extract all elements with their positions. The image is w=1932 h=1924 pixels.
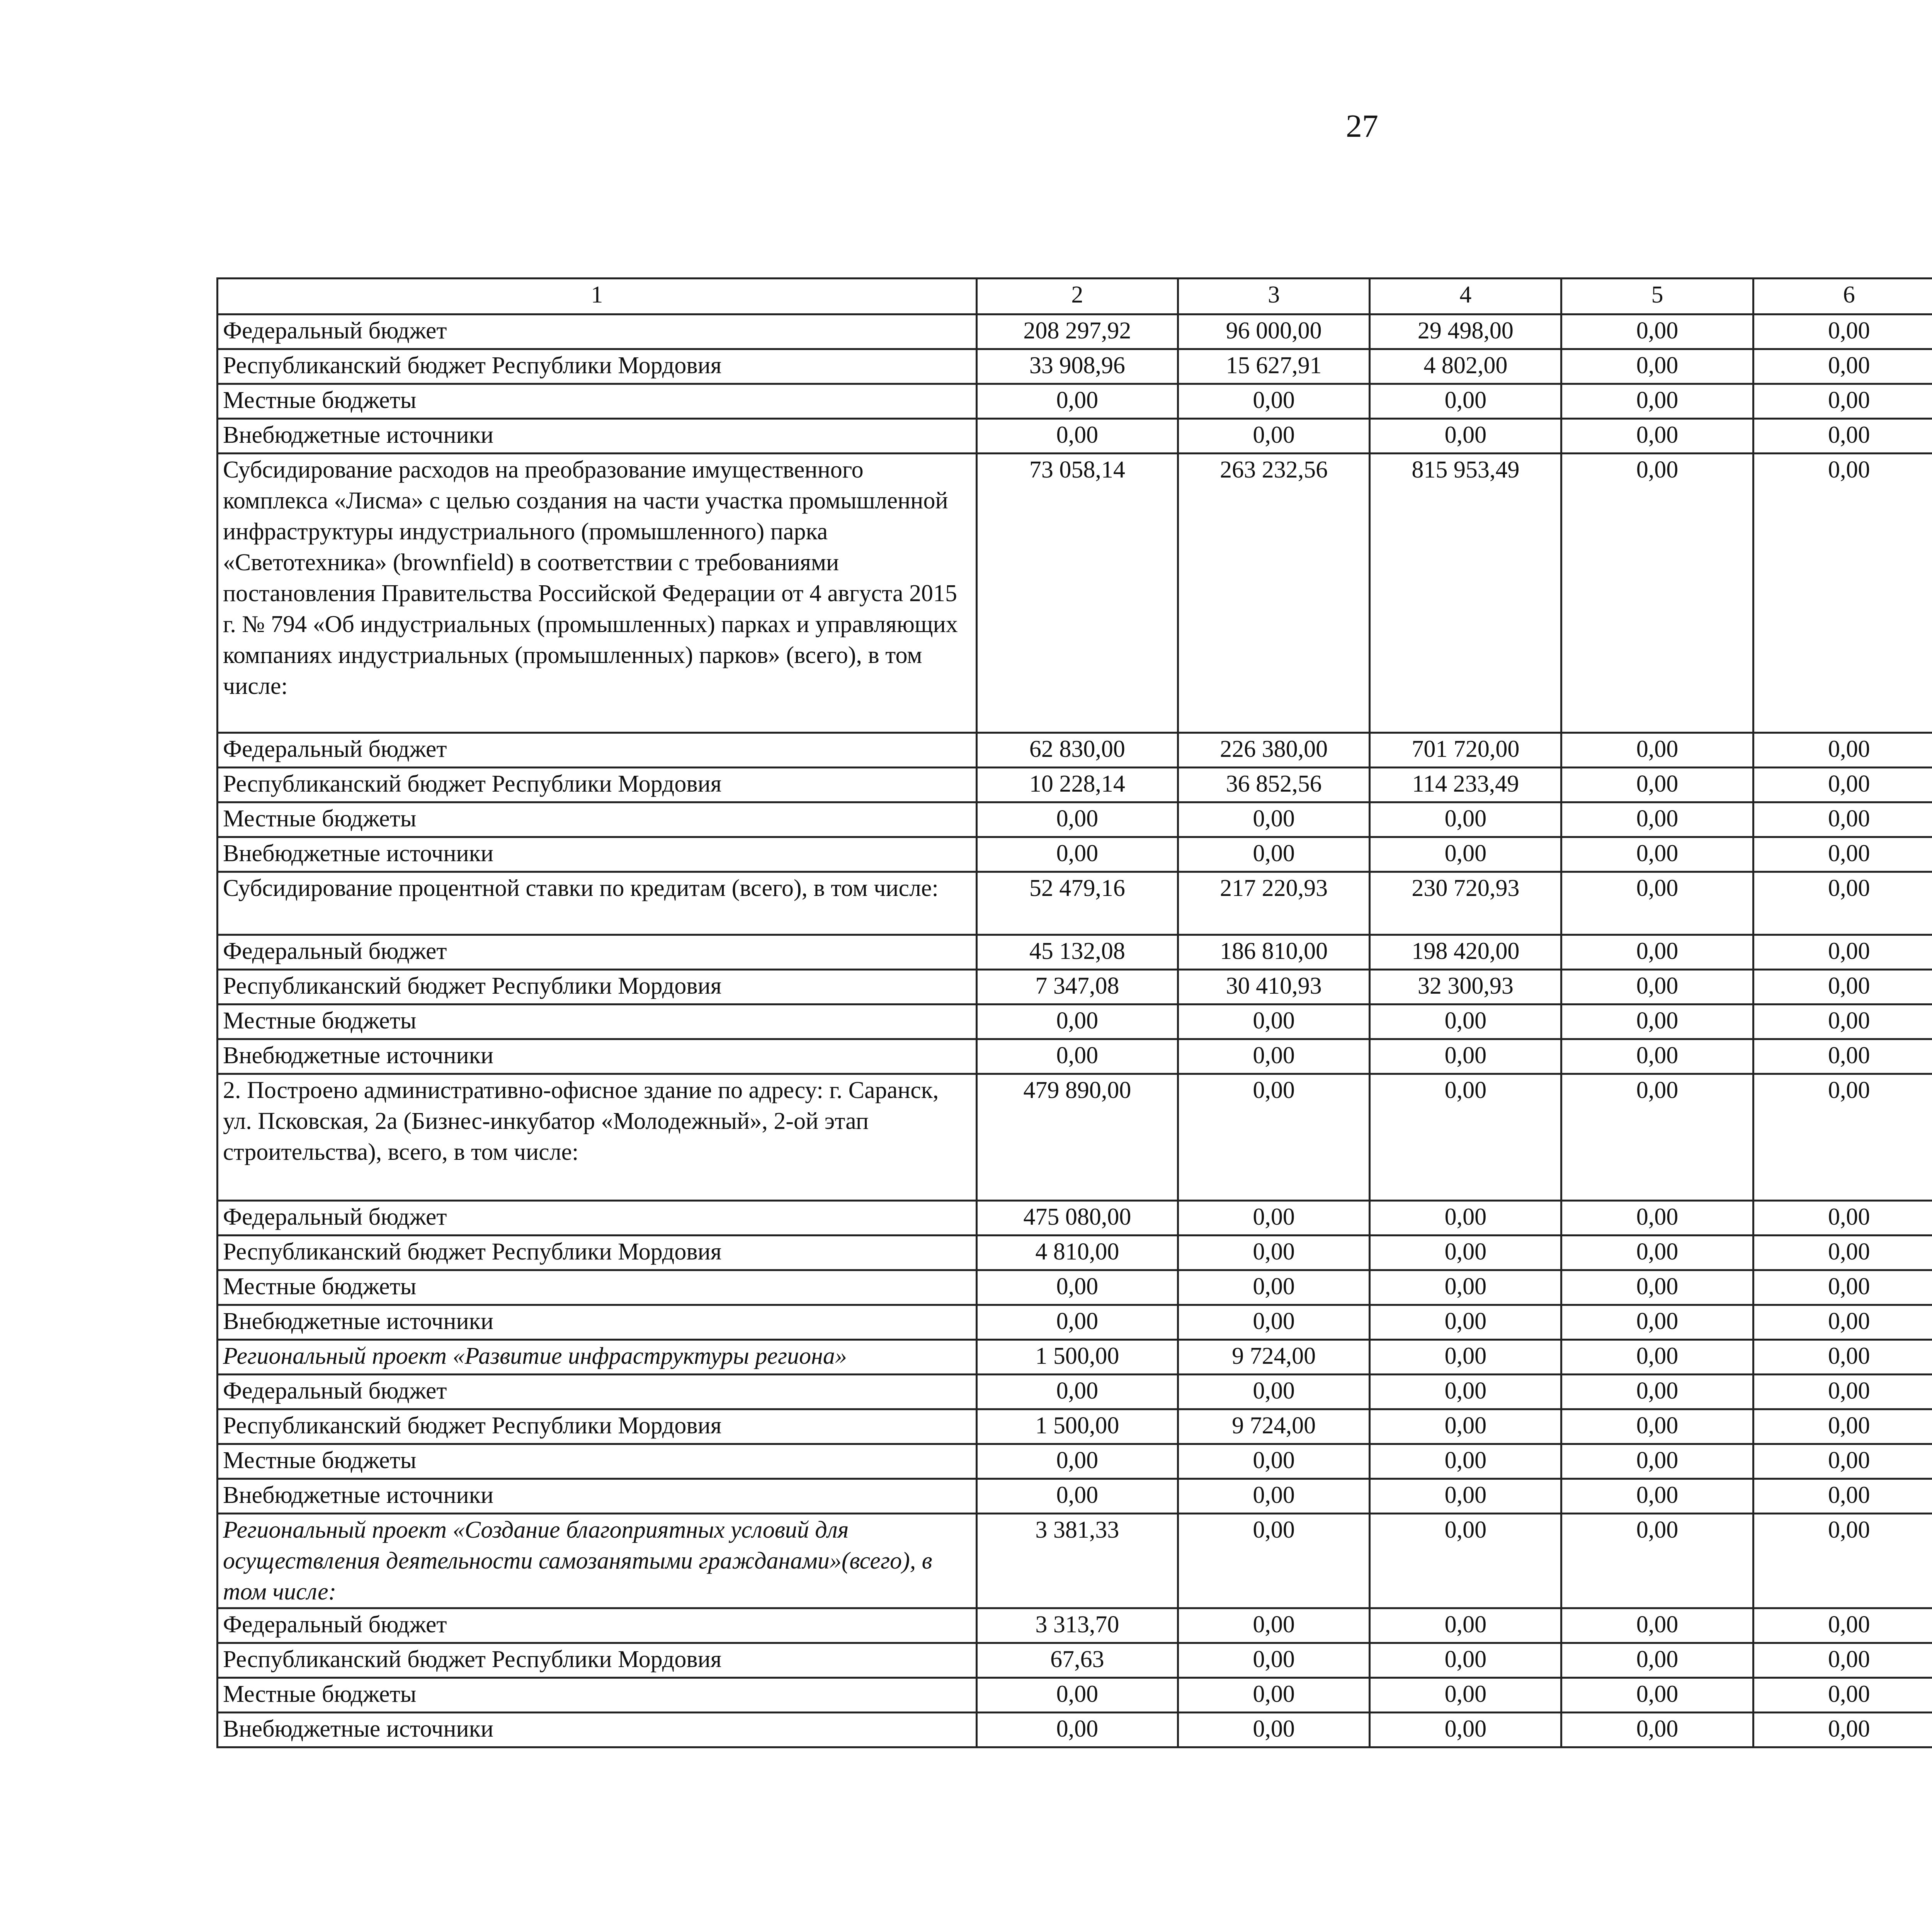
table-row	[218, 419, 1932, 454]
value-cell: 0,00	[1561, 768, 1753, 802]
column-number-header: 4	[1370, 279, 1561, 314]
table-row	[218, 1236, 1932, 1270]
value-cell: 4 810,00	[976, 1236, 1178, 1270]
value-cell: 0,00	[1178, 1201, 1370, 1236]
value-cell: 0,00	[1561, 1039, 1753, 1074]
value-cell: 0,00	[1178, 1305, 1370, 1340]
value-cell: 0,00	[1753, 349, 1932, 384]
value-cell: 0,00	[1561, 872, 1753, 935]
table-row	[218, 1514, 1932, 1608]
value-cell: 0,00	[976, 837, 1178, 872]
value-cell: 0,00	[1370, 802, 1561, 837]
value-cell: 0,00	[1561, 935, 1753, 970]
row-label: Федеральный бюджет	[218, 935, 977, 970]
row-label: Республиканский бюджет Республики Мордовия	[218, 1409, 977, 1444]
table-row	[218, 872, 1932, 935]
value-cell: 0,00	[1561, 1340, 1753, 1375]
value-cell: 815 953,49	[1370, 454, 1561, 733]
value-cell: 0,00	[1370, 1444, 1561, 1479]
table-row	[218, 837, 1932, 872]
value-cell: 0,00	[1753, 1074, 1932, 1201]
value-cell: 0,00	[1561, 1608, 1753, 1643]
value-cell: 0,00	[1178, 1608, 1370, 1643]
value-cell: 0,00	[1753, 837, 1932, 872]
row-label: Местные бюджеты	[218, 1678, 977, 1713]
value-cell: 0,00	[1561, 419, 1753, 454]
value-cell: 0,00	[1178, 419, 1370, 454]
value-cell: 0,00	[976, 384, 1178, 419]
row-label: Местные бюджеты	[218, 1444, 977, 1479]
value-cell: 0,00	[976, 1713, 1178, 1747]
value-cell: 226 380,00	[1178, 733, 1370, 768]
value-cell: 0,00	[1370, 1678, 1561, 1713]
value-cell: 0,00	[976, 1375, 1178, 1409]
value-cell: 0,00	[1370, 1305, 1561, 1340]
row-label: Федеральный бюджет	[218, 314, 977, 349]
value-cell: 7 347,08	[976, 970, 1178, 1004]
value-cell: 0,00	[1753, 1514, 1932, 1608]
table-row	[218, 1074, 1932, 1201]
value-cell: 198 420,00	[1370, 935, 1561, 970]
value-cell: 0,00	[1178, 1375, 1370, 1409]
table-row	[218, 733, 1932, 768]
row-label: Субсидирование расходов на преобразование имущественного комплекса «Лисма» с целью создания на части участка промышленной инфраструктуры индустриального (промышленного) парка «Светотехника» (brownfield) в соответствии с требованиями постановления Правительства Российской Федерации от 4 августа 2015 г. № 794 «Об индустриальных (промышленных) парках и управляющих компаниях индустриальных (промышленных) парков» (всего), в том числе:	[218, 454, 977, 733]
value-cell: 0,00	[1753, 1236, 1932, 1270]
value-cell: 0,00	[976, 802, 1178, 837]
value-cell: 0,00	[976, 1678, 1178, 1713]
value-cell: 0,00	[976, 1004, 1178, 1039]
value-cell: 0,00	[1370, 1074, 1561, 1201]
row-label: Местные бюджеты	[218, 802, 977, 837]
table-row	[218, 1340, 1932, 1375]
value-cell: 3 381,33	[976, 1514, 1178, 1608]
table-row	[218, 1305, 1932, 1340]
row-label: Федеральный бюджет	[218, 1608, 977, 1643]
value-cell: 0,00	[1370, 1479, 1561, 1514]
value-cell: 0,00	[1178, 1039, 1370, 1074]
value-cell: 0,00	[1753, 384, 1932, 419]
value-cell: 0,00	[1561, 384, 1753, 419]
value-cell: 0,00	[1370, 1201, 1561, 1236]
row-label: Федеральный бюджет	[218, 733, 977, 768]
value-cell: 217 220,93	[1178, 872, 1370, 935]
value-cell: 1 500,00	[976, 1409, 1178, 1444]
value-cell: 0,00	[1753, 1713, 1932, 1747]
column-number-header: 1	[218, 279, 977, 314]
value-cell: 0,00	[1561, 1270, 1753, 1305]
table-row	[218, 1643, 1932, 1678]
value-cell: 0,00	[1753, 1678, 1932, 1713]
value-cell: 479 890,00	[976, 1074, 1178, 1201]
page-number: 27	[1346, 108, 1378, 144]
value-cell: 0,00	[1370, 837, 1561, 872]
value-cell: 0,00	[1561, 314, 1753, 349]
value-cell: 0,00	[1753, 1201, 1932, 1236]
table-row	[218, 1375, 1932, 1409]
row-label: Региональный проект «Развитие инфраструктуры региона»	[218, 1340, 977, 1375]
table-row	[218, 970, 1932, 1004]
value-cell: 0,00	[976, 1305, 1178, 1340]
value-cell: 0,00	[1370, 1643, 1561, 1678]
budget-table	[216, 277, 1932, 1748]
value-cell: 263 232,56	[1178, 454, 1370, 733]
value-cell: 0,00	[1753, 935, 1932, 970]
table-row	[218, 1713, 1932, 1747]
value-cell: 0,00	[1370, 1608, 1561, 1643]
value-cell: 0,00	[1753, 1409, 1932, 1444]
value-cell: 208 297,92	[976, 314, 1178, 349]
value-cell: 0,00	[1561, 1678, 1753, 1713]
row-label: Местные бюджеты	[218, 1004, 977, 1039]
row-label: Внебюджетные источники	[218, 1479, 977, 1514]
value-cell: 0,00	[1561, 1444, 1753, 1479]
value-cell: 0,00	[976, 1039, 1178, 1074]
table-row	[218, 454, 1932, 733]
value-cell: 0,00	[1178, 1678, 1370, 1713]
value-cell: 0,00	[1561, 349, 1753, 384]
value-cell: 0,00	[1178, 1713, 1370, 1747]
value-cell: 230 720,93	[1370, 872, 1561, 935]
value-cell: 0,00	[1753, 802, 1932, 837]
row-label: Республиканский бюджет Республики Мордовия	[218, 1236, 977, 1270]
table-row	[218, 1039, 1932, 1074]
value-cell: 0,00	[1753, 1479, 1932, 1514]
value-cell: 0,00	[1753, 1643, 1932, 1678]
value-cell: 475 080,00	[976, 1201, 1178, 1236]
value-cell: 0,00	[1753, 314, 1932, 349]
table-row	[218, 1004, 1932, 1039]
value-cell: 0,00	[1753, 1375, 1932, 1409]
value-cell: 0,00	[1370, 1375, 1561, 1409]
row-label: Региональный проект «Создание благоприятных условий для осуществления деятельности самозанятыми гражданами»(всего), в том числе:	[218, 1514, 977, 1608]
row-label: Федеральный бюджет	[218, 1375, 977, 1409]
row-label: Внебюджетные источники	[218, 837, 977, 872]
value-cell: 114 233,49	[1370, 768, 1561, 802]
value-cell: 15 627,91	[1178, 349, 1370, 384]
value-cell: 0,00	[1753, 1039, 1932, 1074]
value-cell: 0,00	[1178, 1004, 1370, 1039]
row-label: 2. Построено административно-офисное здание по адресу: г. Саранск, ул. Псковская, 2а (Бизнес-инкубатор «Молодежный», 2-ой этап строительства), всего, в том числе:	[218, 1074, 977, 1201]
table-row	[218, 1409, 1932, 1444]
value-cell: 0,00	[1178, 1514, 1370, 1608]
value-cell: 0,00	[1753, 1608, 1932, 1643]
row-label: Республиканский бюджет Республики Мордовия	[218, 349, 977, 384]
value-cell: 0,00	[976, 1444, 1178, 1479]
value-cell: 701 720,00	[1370, 733, 1561, 768]
column-number-header: 5	[1561, 279, 1753, 314]
table-row	[218, 1270, 1932, 1305]
value-cell: 0,00	[1370, 384, 1561, 419]
value-cell: 0,00	[1561, 1409, 1753, 1444]
value-cell: 0,00	[1753, 419, 1932, 454]
value-cell: 0,00	[976, 1479, 1178, 1514]
value-cell: 0,00	[1753, 1270, 1932, 1305]
row-label: Республиканский бюджет Республики Мордовия	[218, 970, 977, 1004]
value-cell: 0,00	[1753, 1004, 1932, 1039]
value-cell: 52 479,16	[976, 872, 1178, 935]
value-cell: 0,00	[1178, 384, 1370, 419]
table-row	[218, 935, 1932, 970]
header-row	[218, 279, 1932, 314]
value-cell: 0,00	[1178, 1074, 1370, 1201]
value-cell: 0,00	[1370, 1270, 1561, 1305]
column-number-header: 6	[1753, 279, 1932, 314]
value-cell: 45 132,08	[976, 935, 1178, 970]
value-cell: 0,00	[1561, 1375, 1753, 1409]
table-row	[218, 384, 1932, 419]
row-label: Местные бюджеты	[218, 1270, 977, 1305]
row-label: Внебюджетные источники	[218, 1305, 977, 1340]
table-row	[218, 1678, 1932, 1713]
value-cell: 0,00	[1178, 1236, 1370, 1270]
value-cell: 0,00	[1561, 733, 1753, 768]
value-cell: 0,00	[1178, 837, 1370, 872]
value-cell: 0,00	[976, 419, 1178, 454]
value-cell: 32 300,93	[1370, 970, 1561, 1004]
value-cell: 0,00	[1561, 970, 1753, 1004]
value-cell: 0,00	[1178, 1479, 1370, 1514]
value-cell: 0,00	[1370, 1409, 1561, 1444]
value-cell: 186 810,00	[1178, 935, 1370, 970]
value-cell: 0,00	[1370, 1039, 1561, 1074]
value-cell: 9 724,00	[1178, 1340, 1370, 1375]
value-cell: 0,00	[1753, 768, 1932, 802]
value-cell: 73 058,14	[976, 454, 1178, 733]
value-cell: 33 908,96	[976, 349, 1178, 384]
value-cell: 0,00	[1753, 1340, 1932, 1375]
value-cell: 0,00	[1370, 1236, 1561, 1270]
value-cell: 0,00	[1561, 1514, 1753, 1608]
value-cell: 0,00	[1561, 1201, 1753, 1236]
value-cell: 0,00	[1178, 1444, 1370, 1479]
value-cell: 0,00	[1753, 1305, 1932, 1340]
table-row	[218, 768, 1932, 802]
value-cell: 0,00	[1178, 1270, 1370, 1305]
value-cell: 67,63	[976, 1643, 1178, 1678]
table-row	[218, 1608, 1932, 1643]
value-cell: 0,00	[1753, 454, 1932, 733]
table-row	[218, 1201, 1932, 1236]
value-cell: 0,00	[1561, 802, 1753, 837]
table-row	[218, 1479, 1932, 1514]
value-cell: 36 852,56	[1178, 768, 1370, 802]
value-cell: 3 313,70	[976, 1608, 1178, 1643]
row-label: Внебюджетные источники	[218, 1713, 977, 1747]
value-cell: 0,00	[1753, 1444, 1932, 1479]
value-cell: 0,00	[1561, 1236, 1753, 1270]
value-cell: 0,00	[1370, 1340, 1561, 1375]
row-label: Федеральный бюджет	[218, 1201, 977, 1236]
row-label: Внебюджетные источники	[218, 419, 977, 454]
value-cell: 0,00	[1178, 802, 1370, 837]
value-cell: 30 410,93	[1178, 970, 1370, 1004]
value-cell: 0,00	[1370, 1514, 1561, 1608]
row-label: Субсидирование процентной ставки по кредитам (всего), в том числе:	[218, 872, 977, 935]
value-cell: 0,00	[1561, 1713, 1753, 1747]
value-cell: 0,00	[1370, 1004, 1561, 1039]
value-cell: 62 830,00	[976, 733, 1178, 768]
row-label: Местные бюджеты	[218, 384, 977, 419]
value-cell: 0,00	[976, 1270, 1178, 1305]
row-label: Внебюджетные источники	[218, 1039, 977, 1074]
value-cell: 4 802,00	[1370, 349, 1561, 384]
value-cell: 0,00	[1561, 1643, 1753, 1678]
value-cell: 0,00	[1561, 454, 1753, 733]
table-row	[218, 349, 1932, 384]
row-label: Республиканский бюджет Республики Мордовия	[218, 1643, 977, 1678]
table-row	[218, 802, 1932, 837]
value-cell: 0,00	[1561, 837, 1753, 872]
value-cell: 96 000,00	[1178, 314, 1370, 349]
value-cell: 0,00	[1753, 970, 1932, 1004]
value-cell: 0,00	[1370, 1713, 1561, 1747]
column-number-header: 3	[1178, 279, 1370, 314]
row-label: Республиканский бюджет Республики Мордовия	[218, 768, 977, 802]
value-cell: 0,00	[1561, 1305, 1753, 1340]
value-cell: 0,00	[1561, 1074, 1753, 1201]
value-cell: 10 228,14	[976, 768, 1178, 802]
value-cell: 9 724,00	[1178, 1409, 1370, 1444]
value-cell: 29 498,00	[1370, 314, 1561, 349]
value-cell: 0,00	[1561, 1004, 1753, 1039]
table-row	[218, 1444, 1932, 1479]
value-cell: 0,00	[1561, 1479, 1753, 1514]
value-cell: 1 500,00	[976, 1340, 1178, 1375]
value-cell: 0,00	[1370, 419, 1561, 454]
value-cell: 0,00	[1753, 733, 1932, 768]
value-cell: 0,00	[1178, 1643, 1370, 1678]
table-row	[218, 314, 1932, 349]
value-cell: 0,00	[1753, 872, 1932, 935]
column-number-header: 2	[976, 279, 1178, 314]
